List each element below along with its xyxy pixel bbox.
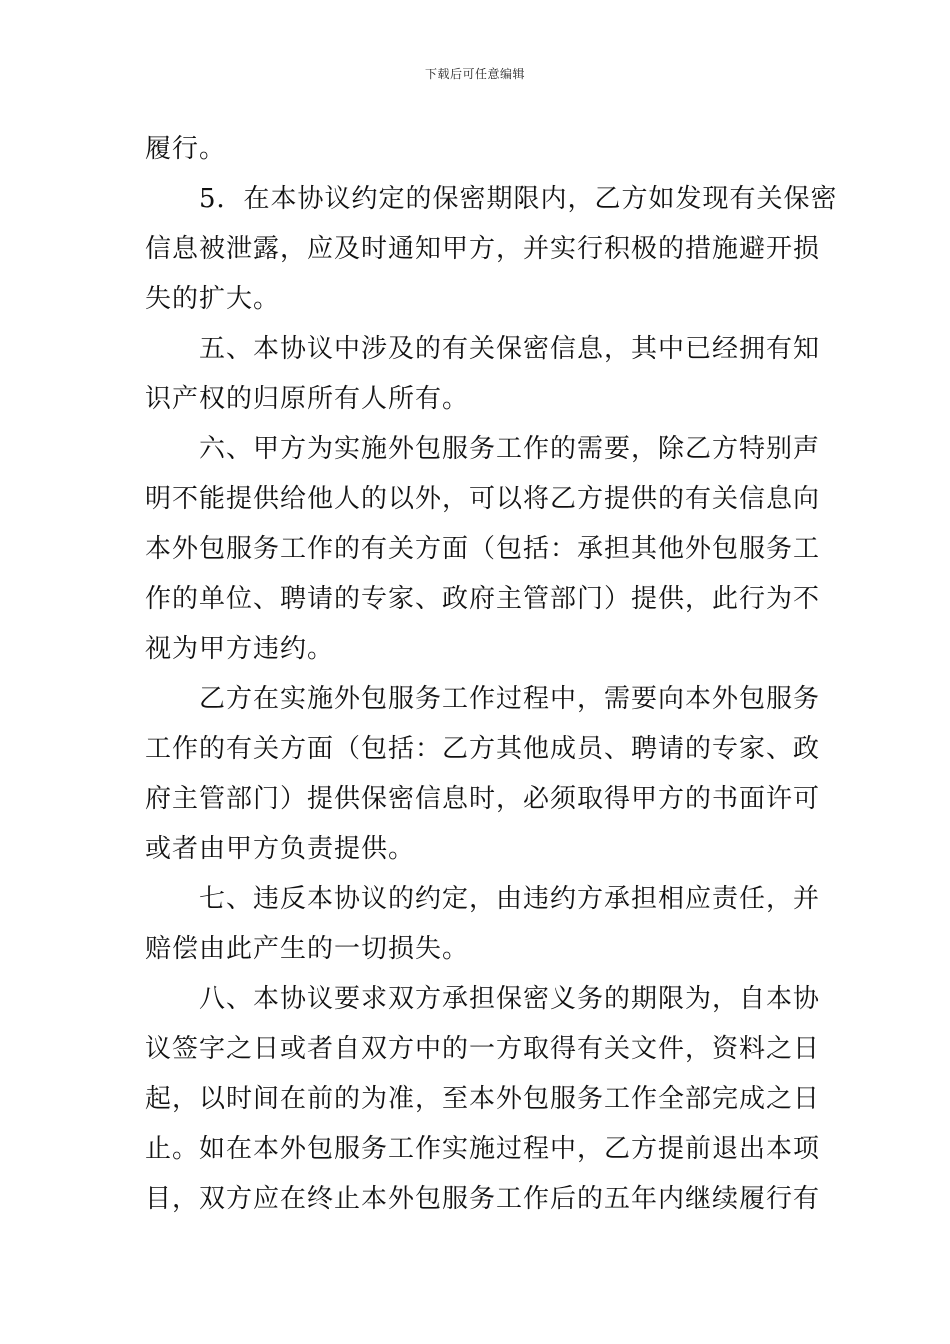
text-line: 起，以时间在前的为准，至本外包服务工作全部完成之日 xyxy=(145,1084,821,1114)
text-line: 识产权的归原所有人所有。 xyxy=(145,384,470,414)
document-body xyxy=(145,124,838,1224)
text-line: 六、甲方为实施外包服务工作的需要，除乙方特别声 xyxy=(199,434,821,464)
text-line: 视为甲方违约。 xyxy=(145,634,335,664)
text-line: 止。如在本外包服务工作实施过程中，乙方提前退出本项 xyxy=(145,1134,821,1164)
text-line: 乙方在实施外包服务工作过程中，需要向本外包服务 xyxy=(199,684,821,714)
text-line: 明不能提供给他人的以外，可以将乙方提供的有关信息向 xyxy=(145,484,821,514)
text-line: 府主管部门）提供保密信息时，必须取得甲方的书面许可 xyxy=(145,784,821,814)
text-line: 或者由甲方负责提供。 xyxy=(145,834,416,864)
text-line: 五、本协议中涉及的有关保密信息，其中已经拥有知 xyxy=(199,334,821,364)
text-line: 议签字之日或者自双方中的一方取得有关文件，资料之日 xyxy=(145,1034,821,1064)
text-line: 作的单位、聘请的专家、政府主管部门）提供，此行为不 xyxy=(145,584,821,614)
text-line: 本外包服务工作的有关方面（包括：承担其他外包服务工 xyxy=(145,534,821,564)
page-header: 下载后可任意编辑 xyxy=(424,67,525,81)
text-line: 失的扩大。 xyxy=(145,284,281,314)
text-line: 履行。 xyxy=(145,134,227,164)
text-line: 信息被泄露，应及时通知甲方，并实行积极的措施避开损 xyxy=(145,234,821,264)
text-line: 七、违反本协议的约定，由违约方承担相应责任，并 xyxy=(199,884,821,914)
text-line: 目，双方应在终止本外包服务工作后的五年内继续履行有 xyxy=(145,1184,821,1214)
text-line: 工作的有关方面（包括：乙方其他成员、聘请的专家、政 xyxy=(145,734,821,764)
text-line: 5．在本协议约定的保密期限内，乙方如发现有关保密 xyxy=(199,184,838,214)
text-line: 八、本协议要求双方承担保密义务的期限为，自本协 xyxy=(199,984,821,1014)
text-line: 赔偿由此产生的一切损失。 xyxy=(145,934,470,964)
